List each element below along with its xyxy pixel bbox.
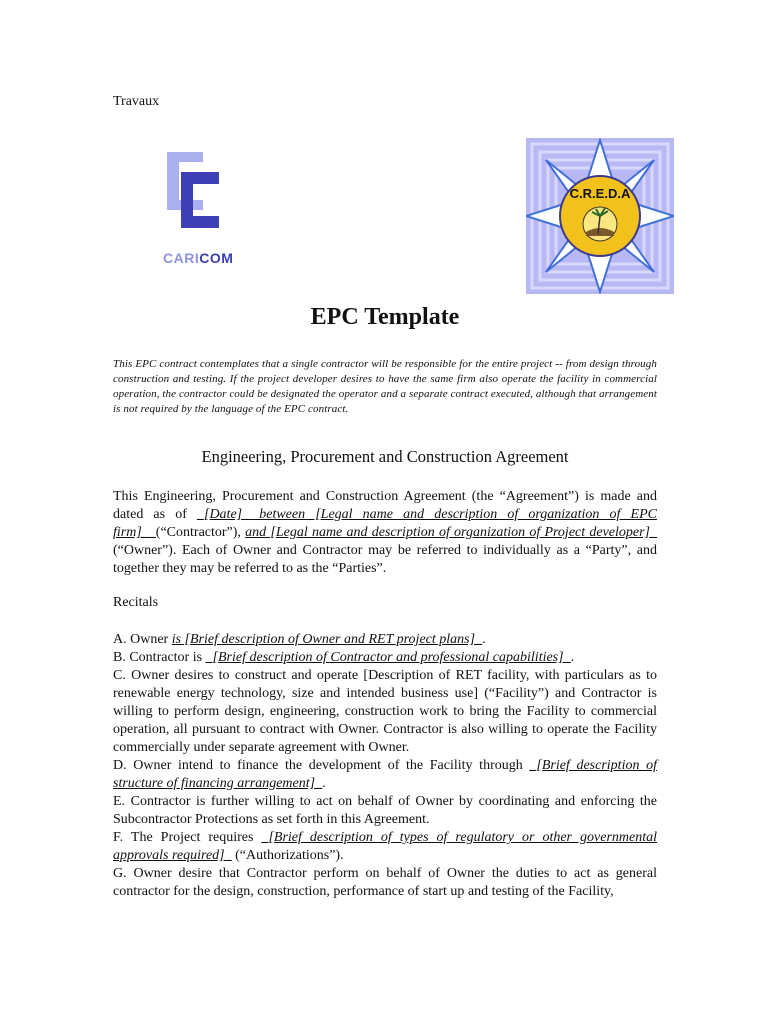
recitals-list — [113, 631, 657, 901]
recital-e: E. Contractor is further willing to act on behalf of Owner by coordinating and enforcing the Subcontractor Protections as set forth in this Agreement. — [113, 794, 657, 827]
recital-g: G. Owner desire that Contractor perform on behalf of Owner the duties to act as general contractor for the design, construction, performance of start up and testing of the Facility, — [113, 866, 657, 899]
recital-c: C. Owner desires to construct and operate [Description of RET facility, with particulars as to renewable energy technology, size and intended business use] (“Facility”) and Contractor is willing to perform design, engineering, construction work to bring the Facility to commercial operation, all pursuant to contract with Owner. Contractor is also willing to operate the Facility commercially under separate agreement with Owner. — [113, 668, 657, 755]
page-title: EPC Template — [310, 304, 460, 330]
creda-seal-logo — [526, 138, 674, 294]
recital-b: B. Contractor is _[Brief description of Contractor and professional capabilities]_. — [113, 650, 575, 665]
creda-seal-text: C.R.E.D.A — [569, 186, 631, 201]
developer-placeholder: and [Legal name and description of organization of Project developer]_ — [245, 525, 658, 540]
epc-firm-placeholder: between [Legal name and description of organization of EPC firm]__ — [113, 507, 657, 540]
agreement-heading: Engineering, Procurement and Construction Agreement — [201, 447, 569, 466]
opening-paragraph — [113, 488, 657, 578]
header-label: Travaux — [113, 94, 160, 109]
recital-a: A. Owner is [Brief description of Owner and RET project plans]_. — [113, 632, 486, 647]
owner-definition: (“Owner”). Each of Owner and Contractor may be referred to individually as a “Party”, and together they may be referred to as the “Parties”. — [113, 543, 657, 576]
date-placeholder: _[Date]_ — [197, 507, 250, 522]
intro-note: This EPC contract contemplates that a single contractor will be responsible for the entire project -- from design through construction and testing. If the project developer desires to have the same firm also operate the facility in commercial operation, the contractor could be designated the operator and a separate contract executed, although that arrangement is not required by the language of the EPC contract. — [113, 358, 657, 415]
opening-text: This Engineering, Procurement and Construction Agreement (the “Agreement”) is made and dated as of — [113, 489, 657, 522]
caricom-cc-mark-icon — [163, 150, 223, 230]
recital-d: D. Owner intend to finance the development of the Facility through _[Brief description of structure of financing arrangement]_. — [113, 758, 657, 791]
recitals-heading: Recitals — [113, 595, 159, 610]
caricom-wordmark: CARICOM — [163, 250, 234, 266]
contractor-definition: (“Contractor”), — [155, 525, 246, 540]
caricom-logo — [163, 150, 234, 270]
recital-f: F. The Project requires _[Brief description of types of regulatory or other governmental approvals required]_ (“Authorizations”). — [113, 830, 657, 863]
